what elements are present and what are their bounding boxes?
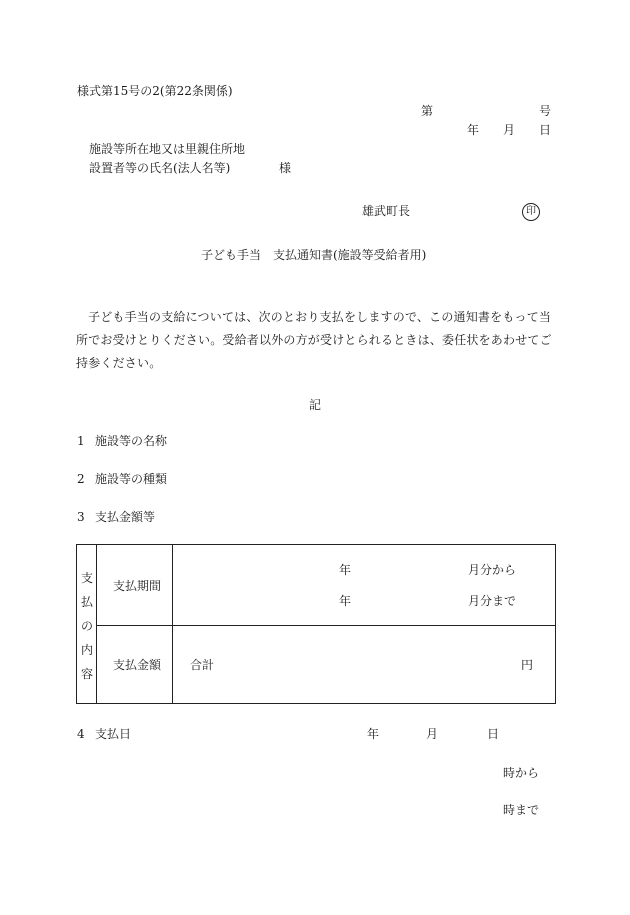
period-label: 支払期間 (113, 579, 162, 593)
item-2-number: 2 (77, 472, 85, 486)
table-divider-label (172, 545, 173, 703)
item-3-number: 3 (77, 510, 85, 524)
item-2-label: 施設等の種類 (95, 472, 168, 486)
period-from-month: 月分から (468, 563, 517, 577)
payment-day-year: 年 (367, 727, 380, 741)
doc-number-prefix: 第 (421, 104, 434, 118)
payment-to-time: 時まで (503, 803, 540, 817)
date-year: 年 (467, 123, 480, 137)
side-char-1: 支 (80, 571, 93, 585)
body-text: 子ども手当の支給については、次のとおり支払をしますので、この通知書をもって当所でお受けとりください。受給者以外の方が受けとられるときは、委任状をあわせてご持参ください。 (76, 310, 552, 370)
seal-mark: 印 (522, 203, 540, 221)
item-3-label: 支払金額等 (95, 510, 156, 524)
amount-unit: 円 (521, 658, 534, 672)
payment-from-time: 時から (503, 766, 540, 780)
side-char-3: の (80, 619, 93, 633)
period-to-month: 月分まで (468, 594, 517, 608)
period-to-year: 年 (339, 594, 352, 608)
payment-day-number: 4 (77, 727, 85, 741)
payment-table (76, 544, 556, 704)
period-from-year: 年 (339, 563, 352, 577)
addressee-name-label: 設置者等の氏名(法人名等) (89, 161, 231, 175)
date-day: 日 (539, 123, 552, 137)
amount-total: 合計 (190, 658, 215, 672)
payment-day-label: 支払日 (95, 727, 132, 741)
date-month: 月 (503, 123, 516, 137)
payment-day-month: 月 (426, 727, 439, 741)
side-char-5: 容 (80, 667, 93, 681)
addressee-address-label: 施設等所在地又は里親住所地 (89, 142, 246, 156)
item-1-number: 1 (77, 434, 85, 448)
ki-heading: 記 (309, 398, 322, 412)
side-char-2: 払 (80, 595, 93, 609)
doc-number-suffix: 号 (539, 104, 552, 118)
item-1-label: 施設等の名称 (95, 434, 168, 448)
issuer-title: 雄武町長 (362, 204, 411, 218)
amount-label: 支払金額 (113, 658, 162, 672)
table-divider-row (96, 625, 555, 626)
addressee-honorific: 様 (279, 161, 292, 175)
document-title: 子ども手当 支払通知書(施設等受給者用) (201, 248, 427, 262)
side-char-4: 内 (80, 643, 93, 657)
payment-day-day: 日 (487, 727, 500, 741)
form-id: 様式第15号の2(第22条関係) (77, 84, 233, 98)
